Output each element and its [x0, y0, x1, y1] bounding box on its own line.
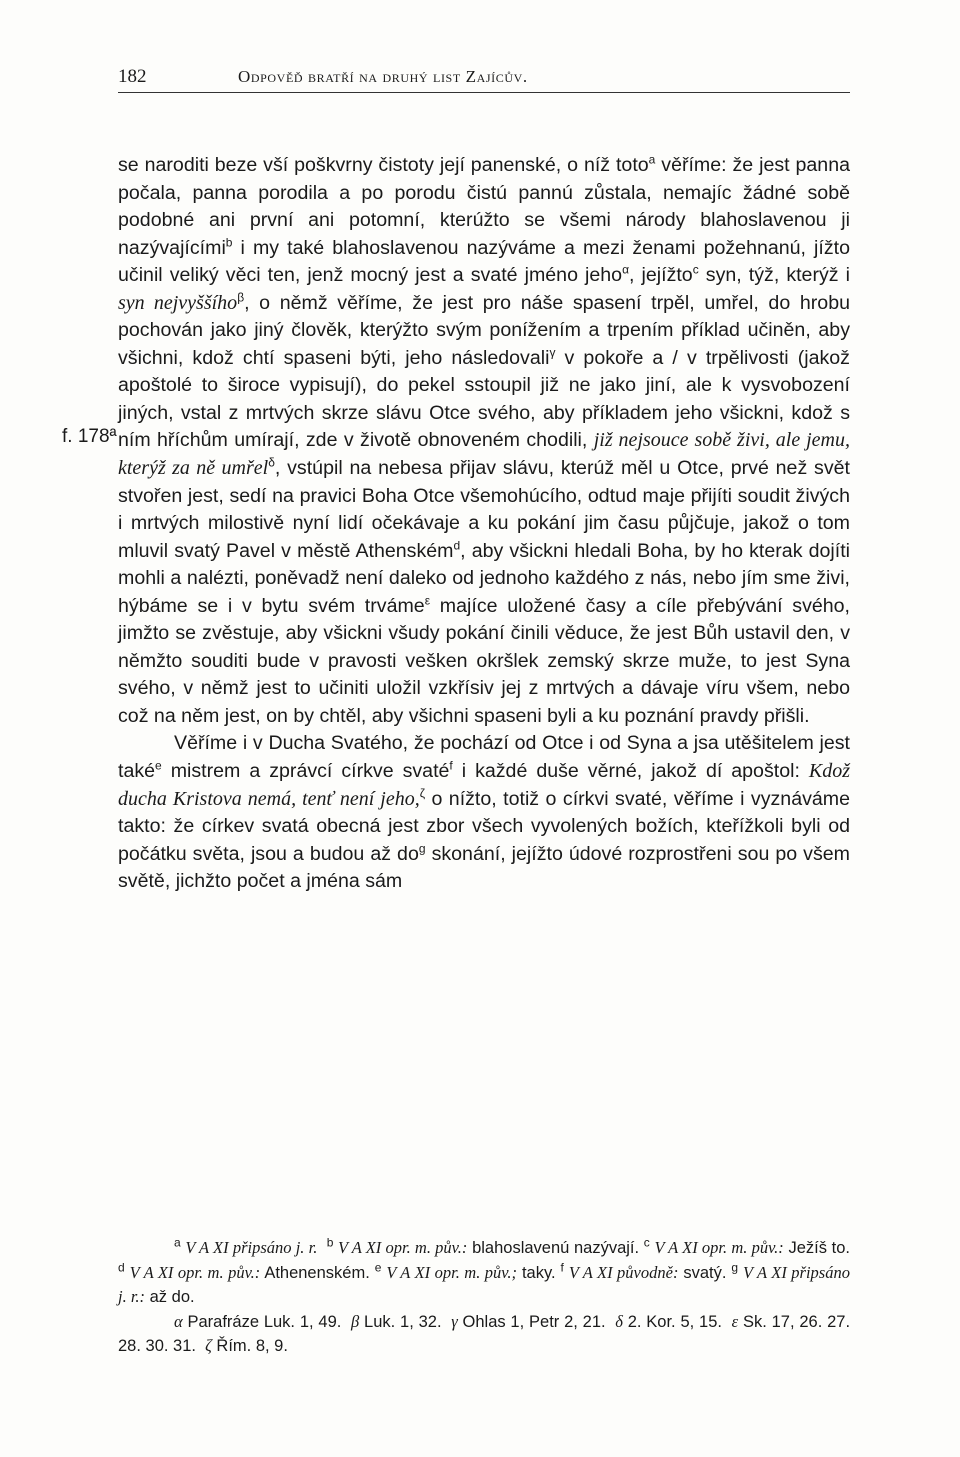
footnote-ref-zeta: ζ: [419, 786, 425, 801]
footnote-ref-beta: β: [237, 290, 245, 305]
text-run: i my také blahoslavenou nazýváme a mezi ženami požehnanú, jížto učinil veliký věci ten, jenž mocný jest a svaté jméno jeho: [118, 236, 850, 287]
footnote-text: Luk. 1, 32.: [359, 1312, 442, 1331]
text-run: , aby všickni hledali Boha, by ho kterak dojíti mohli a nalézti, poněvadž není daleko od jednoho každého z nás, nebo jím sme živi, hýbáme se i v bytu svém trváme: [118, 539, 850, 617]
footnote-text: blahoslavenú nazývají.: [467, 1239, 640, 1257]
footnote-ref-g: g: [418, 841, 426, 856]
footnote-text: Athenenském.: [260, 1263, 370, 1282]
folio-margin-note: f. 178ª: [62, 426, 117, 447]
page-number: 182: [118, 66, 147, 87]
page-header: [118, 66, 850, 93]
footnote-source: V A XI opr. m. pův.;: [386, 1262, 518, 1282]
footnote-ref-e: e: [155, 758, 162, 773]
footnote-ref-a: a: [648, 152, 656, 167]
italic-quote: syn nejvyššího: [118, 291, 238, 314]
footnote-ref-c: c: [692, 262, 699, 277]
text-run: syn, týž, kterýž i: [698, 264, 850, 287]
footnote-text: Řím. 8, 9.: [211, 1337, 288, 1355]
text-run: , vstúpil na nebesa přijav slávu, kterúž měl u Otce, prvé než svět stvořen jest, sedí na pravici Boha Otce všemohúcího, odtud maje přijíti soudit živých i mrtvých milostivě nyní lidí očekávaje a ku pokání jim času půjčuje, jakož o tom mluvil svatý Pavel v městě Athenském: [118, 457, 850, 562]
footnote-text: Ohlas 1, Petr 2, 21.: [457, 1312, 606, 1331]
paragraph-2: [118, 730, 850, 895]
footnote-mark: f: [560, 1260, 564, 1274]
footnote-mark: a: [174, 1235, 181, 1250]
text-run: se naroditi beze vší poškvrny čistoty její panenské, o níž toto: [118, 154, 649, 176]
text-run: majíce uložené časy a cíle přebývání svého, jimžto se zvěstuje, aby všickni všudy pokání činili věducе, že jest Bůh ustavil den, v němžto souditi bude v pravosti vešken okršlek zemský skrze muže, to jest Syna svého, v němž jest to učiniti uložil vzkřísiv jej z mrtvých a dávaje víru všem, nebo což na něm jest, on by chtěl, aby všichni spaseni byli a ku poznání pravdy přišli.: [118, 594, 851, 727]
footnote-mark: ζ: [205, 1336, 212, 1355]
footnote-mark: ε: [731, 1311, 739, 1331]
footnote-mark: d: [118, 1260, 125, 1274]
footnote-source: V A XI připsáno j. r.: [185, 1238, 318, 1257]
text-run: Věříme i v Ducha Svatého, že pochází od Otce i od Syna a jsa utěšitelem jest také: [118, 732, 850, 783]
footnote-text: Ježíš to.: [783, 1239, 850, 1257]
footnote-ref-gamma: γ: [549, 345, 556, 360]
footnote-source: V A XI opr. m. pův.:: [654, 1238, 784, 1257]
italic-quote: Kdož ducha Kristova nemá, tenť není jeho,: [118, 760, 850, 810]
paragraph-1: [118, 152, 850, 730]
running-title: Odpověď bratří na druhý list Zajícův.: [238, 67, 528, 86]
footnote-text: svatý.: [678, 1263, 727, 1282]
footnote-source: V A XI opr. m. pův.:: [129, 1262, 261, 1282]
italic-quote: již nejsouce sobě živi, ale jemu, kterýž za ně umřel: [118, 429, 850, 480]
text-run: v pokoře a / v trpělivosti (jakož apoštolé to široce vypisují), do pekel sstoupil již ne jako jiní, ale k vysvobození jiných, vstal z mrtvých skrze slávu Otce svého, aby příkladem jeho všickni, kdož s ním hříchům umírají, zde v životě obnoveném chodili,: [118, 346, 850, 452]
reference-footnotes: [118, 1310, 850, 1359]
text-run: mistrem a zprávcí církve svaté: [161, 760, 450, 783]
footnote-source: V A XI opr. m. pův.:: [338, 1238, 468, 1257]
footnote-mark: γ: [451, 1311, 458, 1331]
text-run: skonání, jejížto údové rozprostřeni sou po všem světě, jichžto počet a jména sám: [118, 842, 850, 893]
footnote-ref-d: d: [453, 538, 461, 553]
footnote-mark: e: [374, 1260, 382, 1274]
text-run: i každé duše věrné, jakož dí apoštol:: [452, 760, 809, 783]
footnote-source: V A XI připsáno j. r.:: [118, 1262, 850, 1306]
footnote-mark: g: [731, 1260, 739, 1274]
footnote-mark: b: [326, 1235, 334, 1250]
text-run: věříme: že jest panna počala, panna porodila a po porodu čistú pannú zůstala, nemajíc žádné sobě podobné ani první ani potomní, kterúžto se všemi národy blahoslavenou ji nazývajícími: [118, 154, 850, 259]
footnote-source: V A XI původně:: [568, 1262, 679, 1282]
footnote-text: 2. Kor. 5, 15.: [622, 1312, 722, 1331]
main-text: [118, 152, 850, 896]
footnote-ref-delta: δ: [268, 455, 275, 470]
text-run: o nížto, totiž o církvi svaté, věříme i vyznáváme takto: že církev svatá obecná jest zbor všech vyvolených božích, kteřížkoli byli od počátku světa, jsou a budou až do: [118, 787, 851, 865]
footnote-ref-b: b: [225, 235, 233, 250]
footnote-ref-epsilon: ε: [424, 593, 431, 608]
footnote-mark: δ: [615, 1311, 623, 1331]
footnote-mark: β: [351, 1311, 360, 1331]
footnote-text: až do.: [145, 1288, 195, 1306]
footnote-text: Parafráze Luk. 1, 49.: [182, 1312, 342, 1331]
text-run: , o němž věříme, že jest pro náše spasení trpěl, umřel, do hrobu pochován jako jiný člověk, kterýžto svým ponížením a trpením příklad učiněn, aby všichni, kdož chtí spaseni býti, jeho následovali: [118, 291, 850, 369]
footnote-mark: α: [174, 1311, 183, 1331]
footnote-ref-f: f: [449, 758, 453, 773]
footnote-mark: c: [643, 1235, 650, 1250]
footnote-text: taky.: [517, 1263, 556, 1282]
footnote-ref-alpha: α: [622, 262, 630, 277]
footnotes: [118, 1236, 850, 1359]
text-run: , jejížto: [629, 264, 693, 287]
textual-footnotes: [118, 1236, 850, 1310]
footnote-text: Sk. 17, 26. 27. 28. 30. 31.: [118, 1312, 851, 1355]
